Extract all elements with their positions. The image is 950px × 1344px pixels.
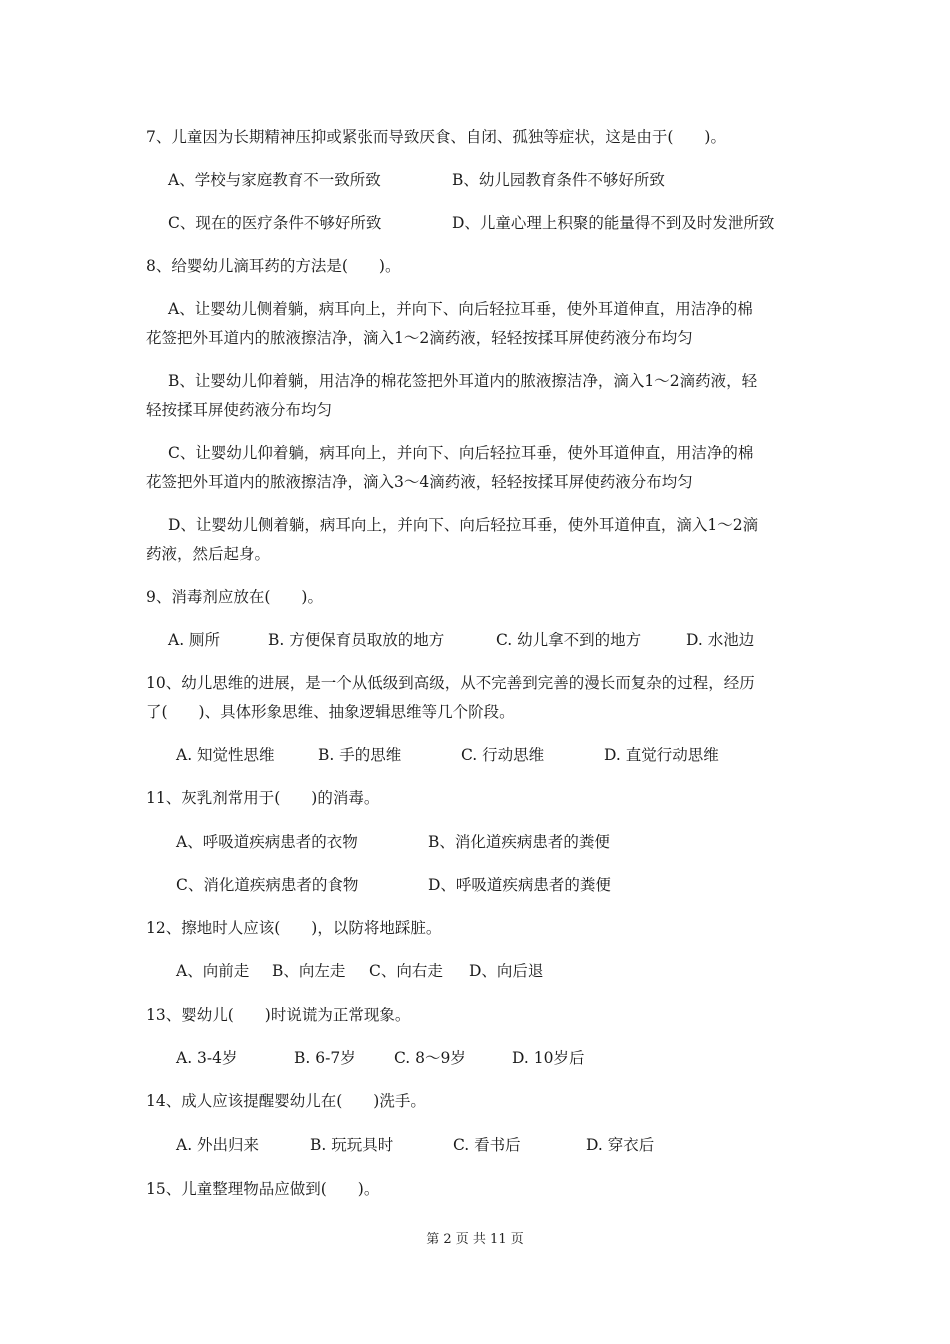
option-b: B. 方便保育员取放的地方: [268, 631, 445, 649]
option-b-line-1: B、让婴幼儿仰着躺，用洁净的棉花签把外耳道内的脓液擦洁净，滴入1～2滴药液，轻: [168, 372, 758, 390]
option-a: A、学校与家庭教育不一致所致: [168, 171, 381, 189]
option-b: B、幼儿园教育条件不够好所致: [452, 171, 665, 189]
option-d: D. 水池边: [686, 631, 755, 649]
option-c: C. 看书后: [453, 1136, 521, 1154]
option-a-line-2: 花签把外耳道内的脓液擦洁净，滴入1～2滴药液，轻轻按揉耳屏使药液分布均匀: [146, 329, 693, 347]
option-d: D. 穿衣后: [586, 1136, 655, 1154]
option-b: B. 6-7岁: [294, 1049, 356, 1067]
option-a: A. 知觉性思维: [176, 746, 275, 764]
option-c: C. 行动思维: [461, 746, 545, 764]
option-b-line-2: 轻按揉耳屏使药液分布均匀: [146, 401, 333, 419]
option-b: B. 玩玩具时: [310, 1136, 394, 1154]
question-13-stem: 13、婴幼儿( )时说谎为正常现象。: [146, 1006, 411, 1024]
option-d: D. 10岁后: [512, 1049, 585, 1067]
option-c: C、消化道疾病患者的食物: [176, 876, 359, 894]
question-10-stem-line-2: 了( )、具体形象思维、抽象逻辑思维等几个阶段。: [146, 703, 515, 721]
option-b: B、向左走: [272, 962, 346, 980]
option-a: A、呼吸道疾病患者的衣物: [176, 833, 358, 851]
page-footer: 第 2 页 共 11 页: [426, 1232, 524, 1247]
option-d: D、向后退: [469, 962, 544, 980]
option-c: C、现在的医疗条件不够好所致: [168, 214, 382, 232]
question-9-stem: 9、消毒剂应放在( )。: [146, 588, 323, 606]
option-c: C、向右走: [369, 962, 443, 980]
option-d: D、儿童心理上积聚的能量得不到及时发泄所致: [452, 214, 775, 232]
option-a-line-1: A、让婴幼儿侧着躺，病耳向上，并向下、向后轻拉耳垂，使外耳道伸直，用洁净的棉: [168, 300, 753, 318]
question-14-stem: 14、成人应该提醒婴幼儿在( )洗手。: [146, 1092, 426, 1110]
option-d: D. 直觉行动思维: [604, 746, 719, 764]
option-d-line-2: 药液，然后起身。: [146, 545, 271, 563]
question-8-stem: 8、给婴幼儿滴耳药的方法是( )。: [146, 257, 401, 275]
option-d: D、呼吸道疾病患者的粪便: [428, 876, 611, 894]
option-b: B. 手的思维: [318, 746, 402, 764]
option-d-line-1: D、让婴幼儿侧着躺，病耳向上，并向下、向后轻拉耳垂，使外耳道伸直，滴入1～2滴: [168, 516, 759, 534]
option-c-line-2: 花签把外耳道内的脓液擦洁净，滴入3～4滴药液，轻轻按揉耳屏使药液分布均匀: [146, 473, 693, 491]
question-15-stem: 15、儿童整理物品应做到( )。: [146, 1180, 380, 1198]
option-c: C. 8～9岁: [394, 1049, 466, 1067]
option-c: C. 幼儿拿不到的地方: [496, 631, 642, 649]
option-c-line-1: C、让婴幼儿仰着躺，病耳向上，并向下、向后轻拉耳垂，使外耳道伸直，用洁净的棉: [168, 444, 754, 462]
option-a: A、向前走: [176, 962, 250, 980]
question-10-stem-line-1: 10、幼儿思维的进展，是一个从低级到高级，从不完善到完善的漫长而复杂的过程，经历: [146, 674, 755, 692]
option-a: A. 外出归来: [176, 1136, 260, 1154]
question-7-stem: 7、儿童因为长期精神压抑或紧张而导致厌食、自闭、孤独等症状，这是由于( )。: [146, 128, 726, 146]
option-a: A. 厕所: [168, 631, 221, 649]
option-a: A. 3-4岁: [176, 1049, 238, 1067]
option-b: B、消化道疾病患者的粪便: [428, 833, 610, 851]
question-11-stem: 11、灰乳剂常用于( )的消毒。: [146, 789, 380, 807]
question-12-stem: 12、擦地时人应该( )，以防将地踩脏。: [146, 919, 442, 937]
